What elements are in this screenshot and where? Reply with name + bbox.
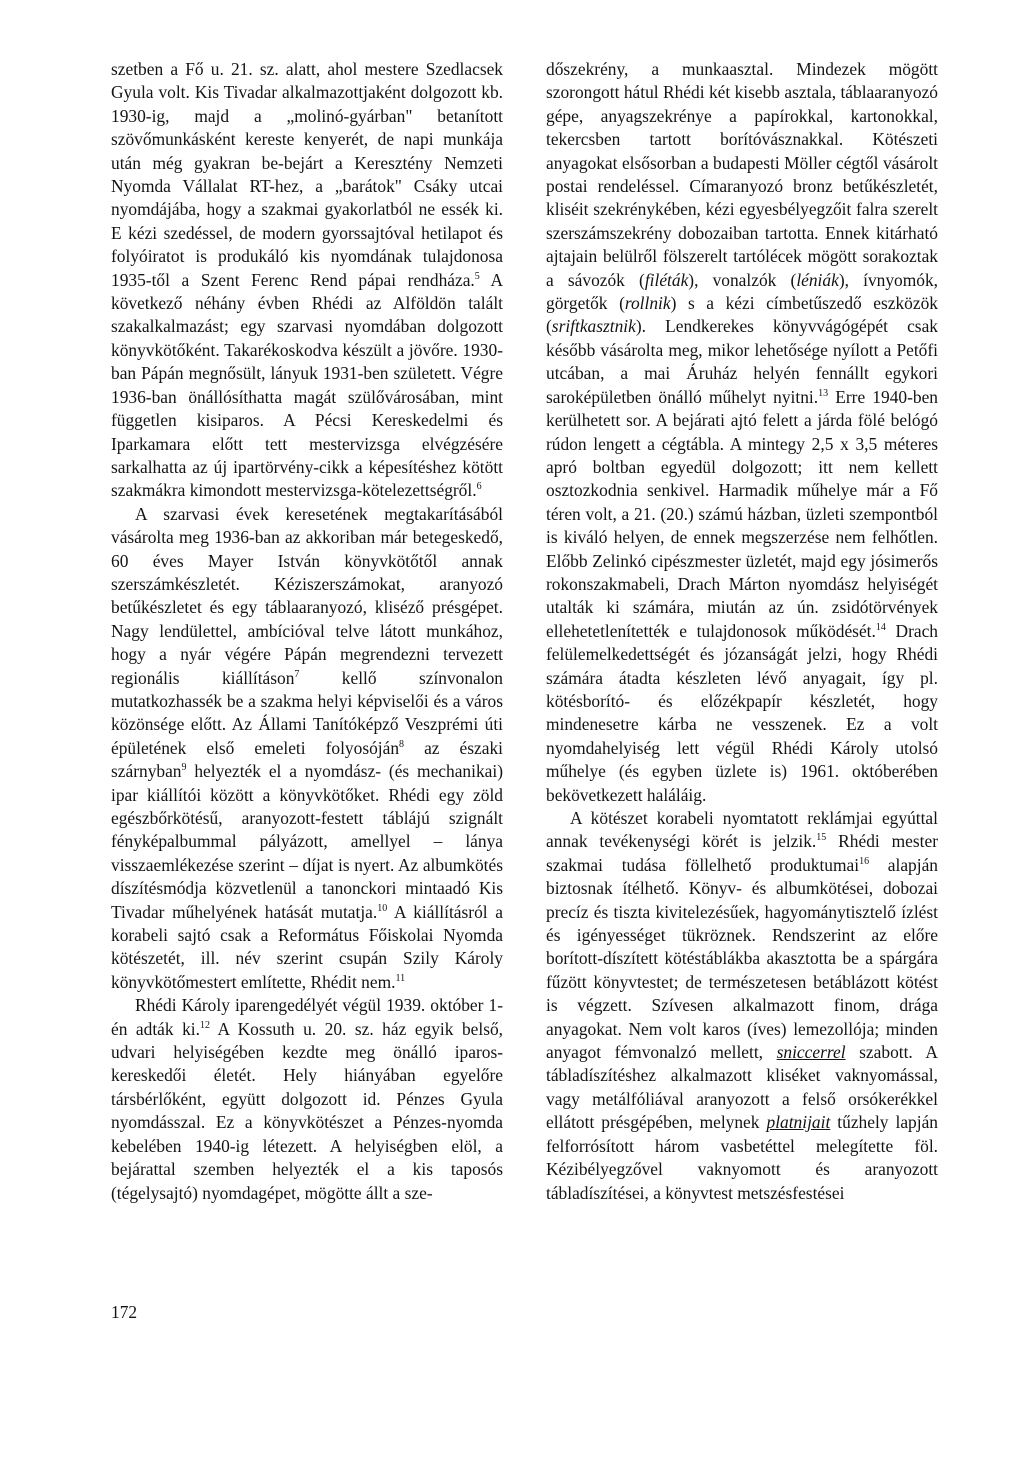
text-run: A Kossuth u. 20. sz. ház egyik belső, udvari helyiségében kezdte meg önálló iparos-kereskedői életét. Hely hiányában egyelőre társbérlőként, együtt dolgozott id. Pénzes Gyula nyomdásszal. Ez a könyvkötészet a Pénzes-nyomda kebelében 1940-ig létezett. A helyiségben elöl, a bejárattal szemben helyezték el a kis taposós (tégelysajtó) nyomdagépet, mögötte állt a sze- (111, 1018, 504, 1203)
footnote-ref: 16 (859, 855, 870, 867)
underlined-term: sniccerrel (776, 1042, 846, 1063)
paragraph (546, 58, 938, 807)
text-run: A szarvasi évek keresetének megtakarításából vásárolta meg 1936-ban az akkoriban már betegeskedő, 60 éves Mayer István könyvkötőtől annak szerszámkészletét. Kéziszerszámokat, aranyozó betűkészletet és egy táblaaranyozó, kliséző présgépet. Nagy lendülettel, ambícióval telve látott munkához, hogy a nyár végére Pápán megrendezni tervezett regionális kiállításon (111, 503, 503, 688)
footnote-ref: 13 (818, 387, 829, 399)
footnote-ref: 15 (816, 832, 827, 844)
footnote-ref: 5 (474, 270, 480, 282)
paragraph (111, 503, 503, 995)
italic-term: filéták (644, 269, 689, 290)
underlined-term: platnijait (766, 1112, 831, 1133)
footnote-ref: 6 (476, 481, 482, 493)
footnote-ref: 11 (395, 972, 406, 984)
text-run: Drach felülemelkedettségét és józanságát jelzi, hogy Rhédi számára átadta készleten lévő anyagait, így pl. kötésborító- és előzékpapír készletét, hogy mindenesetre kárba ne vesszenek. Ez a volt nyomdahelyiség lett végül Rhédi Károly utolsó műhelye (és egyben üzlete is) 1961. októberében bekövetkezett haláláig. (546, 620, 938, 805)
paragraph (111, 994, 503, 1205)
text-run: Erre 1940-ben kerülhetett sor. A bejárati ajtó felett a járda fölé belógó rúdon lengett a cégtábla. A mintegy 2,5 x 3,5 méteres apró boltban egyedül dolgozott; itt nem kellett osztozkodnia senkivel. Harmadik műhelye már a Fő téren volt, a 21. (20.) számú házban, üzleti szempontból is kiváló helyen, de ennek megszerzése nem felhőtlen. Előbb Zelinkó cipészmester üzletét, majd egy jósimerős rokonszakmabeli, Drach Márton nyomdász helyiségét utalták ki számára, miután az ún. zsidótörvények ellehetetlenítették e tulajdonosok működését. (546, 386, 938, 641)
text-run: szetben a Fő u. 21. sz. alatt, ahol mestere Szedlacsek Gyula volt. Kis Tivadar alkalmazottjaként dolgozott kb. 1930-ig, majd a „molinó-gyárban" betanított szövőmunkásként kereste kenyerét, de napi munkája után még gyakran be-bejárt a Keresztény Nemzeti Nyomda Vállalat RT-hez, a „barátok" Csáky utcai nyomdájába, hogy a szakmai gyakorlatból ne essék ki. E kézi szedéssel, de modern gyorssajtóval hetilapot és folyóiratot is produkáló kis nyomdának tulajdonosa 1935-től a Szent Ferenc Rend pápai rendháza. (111, 59, 503, 290)
italic-term: rollnik (624, 293, 671, 314)
italic-term: léniák (796, 269, 839, 290)
footnote-ref: 7 (294, 668, 300, 680)
footnote-ref: 10 (377, 902, 388, 914)
footnote-ref: 14 (875, 621, 886, 633)
text-run: ), ívnyomók, görgetők ( (546, 269, 938, 314)
right-column (546, 58, 938, 1205)
text-run: ) s a kézi címbetűszedő eszközök ( (546, 293, 938, 337)
text-run: az északi szárnyban (111, 737, 503, 782)
text-run: A kiállításról a korabeli sajtó csak a Református Főiskolai Nyomda kötészetét, ill. név szerint csupán Szily Károly könyvkötőmestert említette, Rhédit nem. (111, 901, 503, 992)
text-run: dőszekrény, a munkaasztal. Mindezek mögött szorongott hátul Rhédi két kisebb asztala, táblaaranyozó gépe, anyagszekrénye a papírokkal, kartonokkal, tekercsben tartott borítóvásznakkal. Kötészeti anyagokat elsősorban a budapesti Möller cégtől vásárolt postai rendeléssel. Címaranyozó bronz betűkészletét, kliséit szekrénykében, kézi egyesbélyegzőit falra szerelt szerszámszekrény dobozaiban tartotta. Ennek kitárható ajtajain belülről fölszerelt tartólécek mögött sorakoztak a sávozók ( (546, 59, 938, 290)
text-run: Rhédi mester szakmai tudása föllelhető produktumai (546, 831, 938, 875)
text-run: tűzhely lapján felforrósított három vasbetéttel melegítette föl. Kézibélyegzővel vaknyomott és aranyozott tábladíszítései, a könyvtest metszésfestései (546, 1112, 938, 1203)
text-run: alapján biztosnak ítélhető. Könyv- és albumkötései, dobozai precíz és tiszta kivitelezésűek, hagyománytisztelő ízlést és igényességet tükröznek. Rendszerint az előre borított-díszített kötéstáblákba akasztotta be a spárgára fűzött könyvtestet; de természetesen betáblázott kötést is végzett. Szívesen alkalmazott finom, drága anyagokat. Nem volt karos (íves) lemezollója; minden anyagot fémvonalzó mellett, (546, 854, 939, 1063)
text-run: A következő néhány évben Rhédi az Alföldön talált szakalkalmazást; egy szarvasi nyomdában dolgozott könyvkötőként. Takarékoskodva készült a jövőre. 1930-ban Pápán megnősült, lányuk 1931-ben született. Végre 1936-ban önállósíthatta magát szülővárosában, mint független kisiparos. A Pécsi Kereskedelmi és Iparkamara előtt tett mestervizsga elvégzésére sarkalhatta az új ipartörvény-cikk a képesítéshez kötött szakmákra kimondott mestervizsga-kötelezettségről. (111, 269, 503, 501)
paragraph (546, 807, 938, 1205)
footnote-ref: 8 (399, 738, 405, 750)
text-run: ). Lendkerekes könyvvágógépét csak később vásárolta meg, mikor lehetősége nyílott a Petőfi utcában, a mai Áruház helyén fennállt egykori saroképületben önálló műhelyt nyitni. (546, 316, 938, 407)
page-number: 172 (111, 1302, 138, 1322)
text-run: ), vonalzók ( (688, 269, 797, 290)
footnote-ref: 12 (199, 1019, 210, 1031)
text-run: kellő színvonalon mutatkozhassék be a szakma helyi képviselői és a város közönsége előtt. Az Állami Tanítóképző Veszprémi úti épületének első emeleti folyosóján (111, 667, 504, 758)
footnote-ref: 9 (181, 762, 187, 774)
left-column (111, 58, 503, 1205)
italic-term: sriftkasztnik (551, 316, 636, 337)
text-run: szabott. A tábladíszítéshez alkalmazott kliséket vaknyomással, vagy metálfóliával aranyozott a felső orsókerékkel ellátott présgépében, melynek (546, 1042, 938, 1133)
text-run: A kötészet korabeli nyomtatott reklámjai egyúttal annak tevékenységi körét is jelzik. (546, 808, 938, 852)
paragraph (111, 58, 503, 503)
text-run: helyezték el a nyomdász- (és mechanikai) ipar kiállítói között a könyvkötőket. Rhédi egy zöld egészbőrkötésű, aranyozott-festett táblájú szignált fényképalbummal pályázott, amellyel – lánya visszaemlékezése szerint – díjat is nyert. Az albumkötés díszítésmódja közvetlenül a tanonckori mintaadó Kis Tivadar műhelyének hatását mutatja. (111, 761, 503, 922)
text-run: Rhédi Károly iparengedélyét végül 1939. október 1-én adták ki. (111, 995, 503, 1039)
